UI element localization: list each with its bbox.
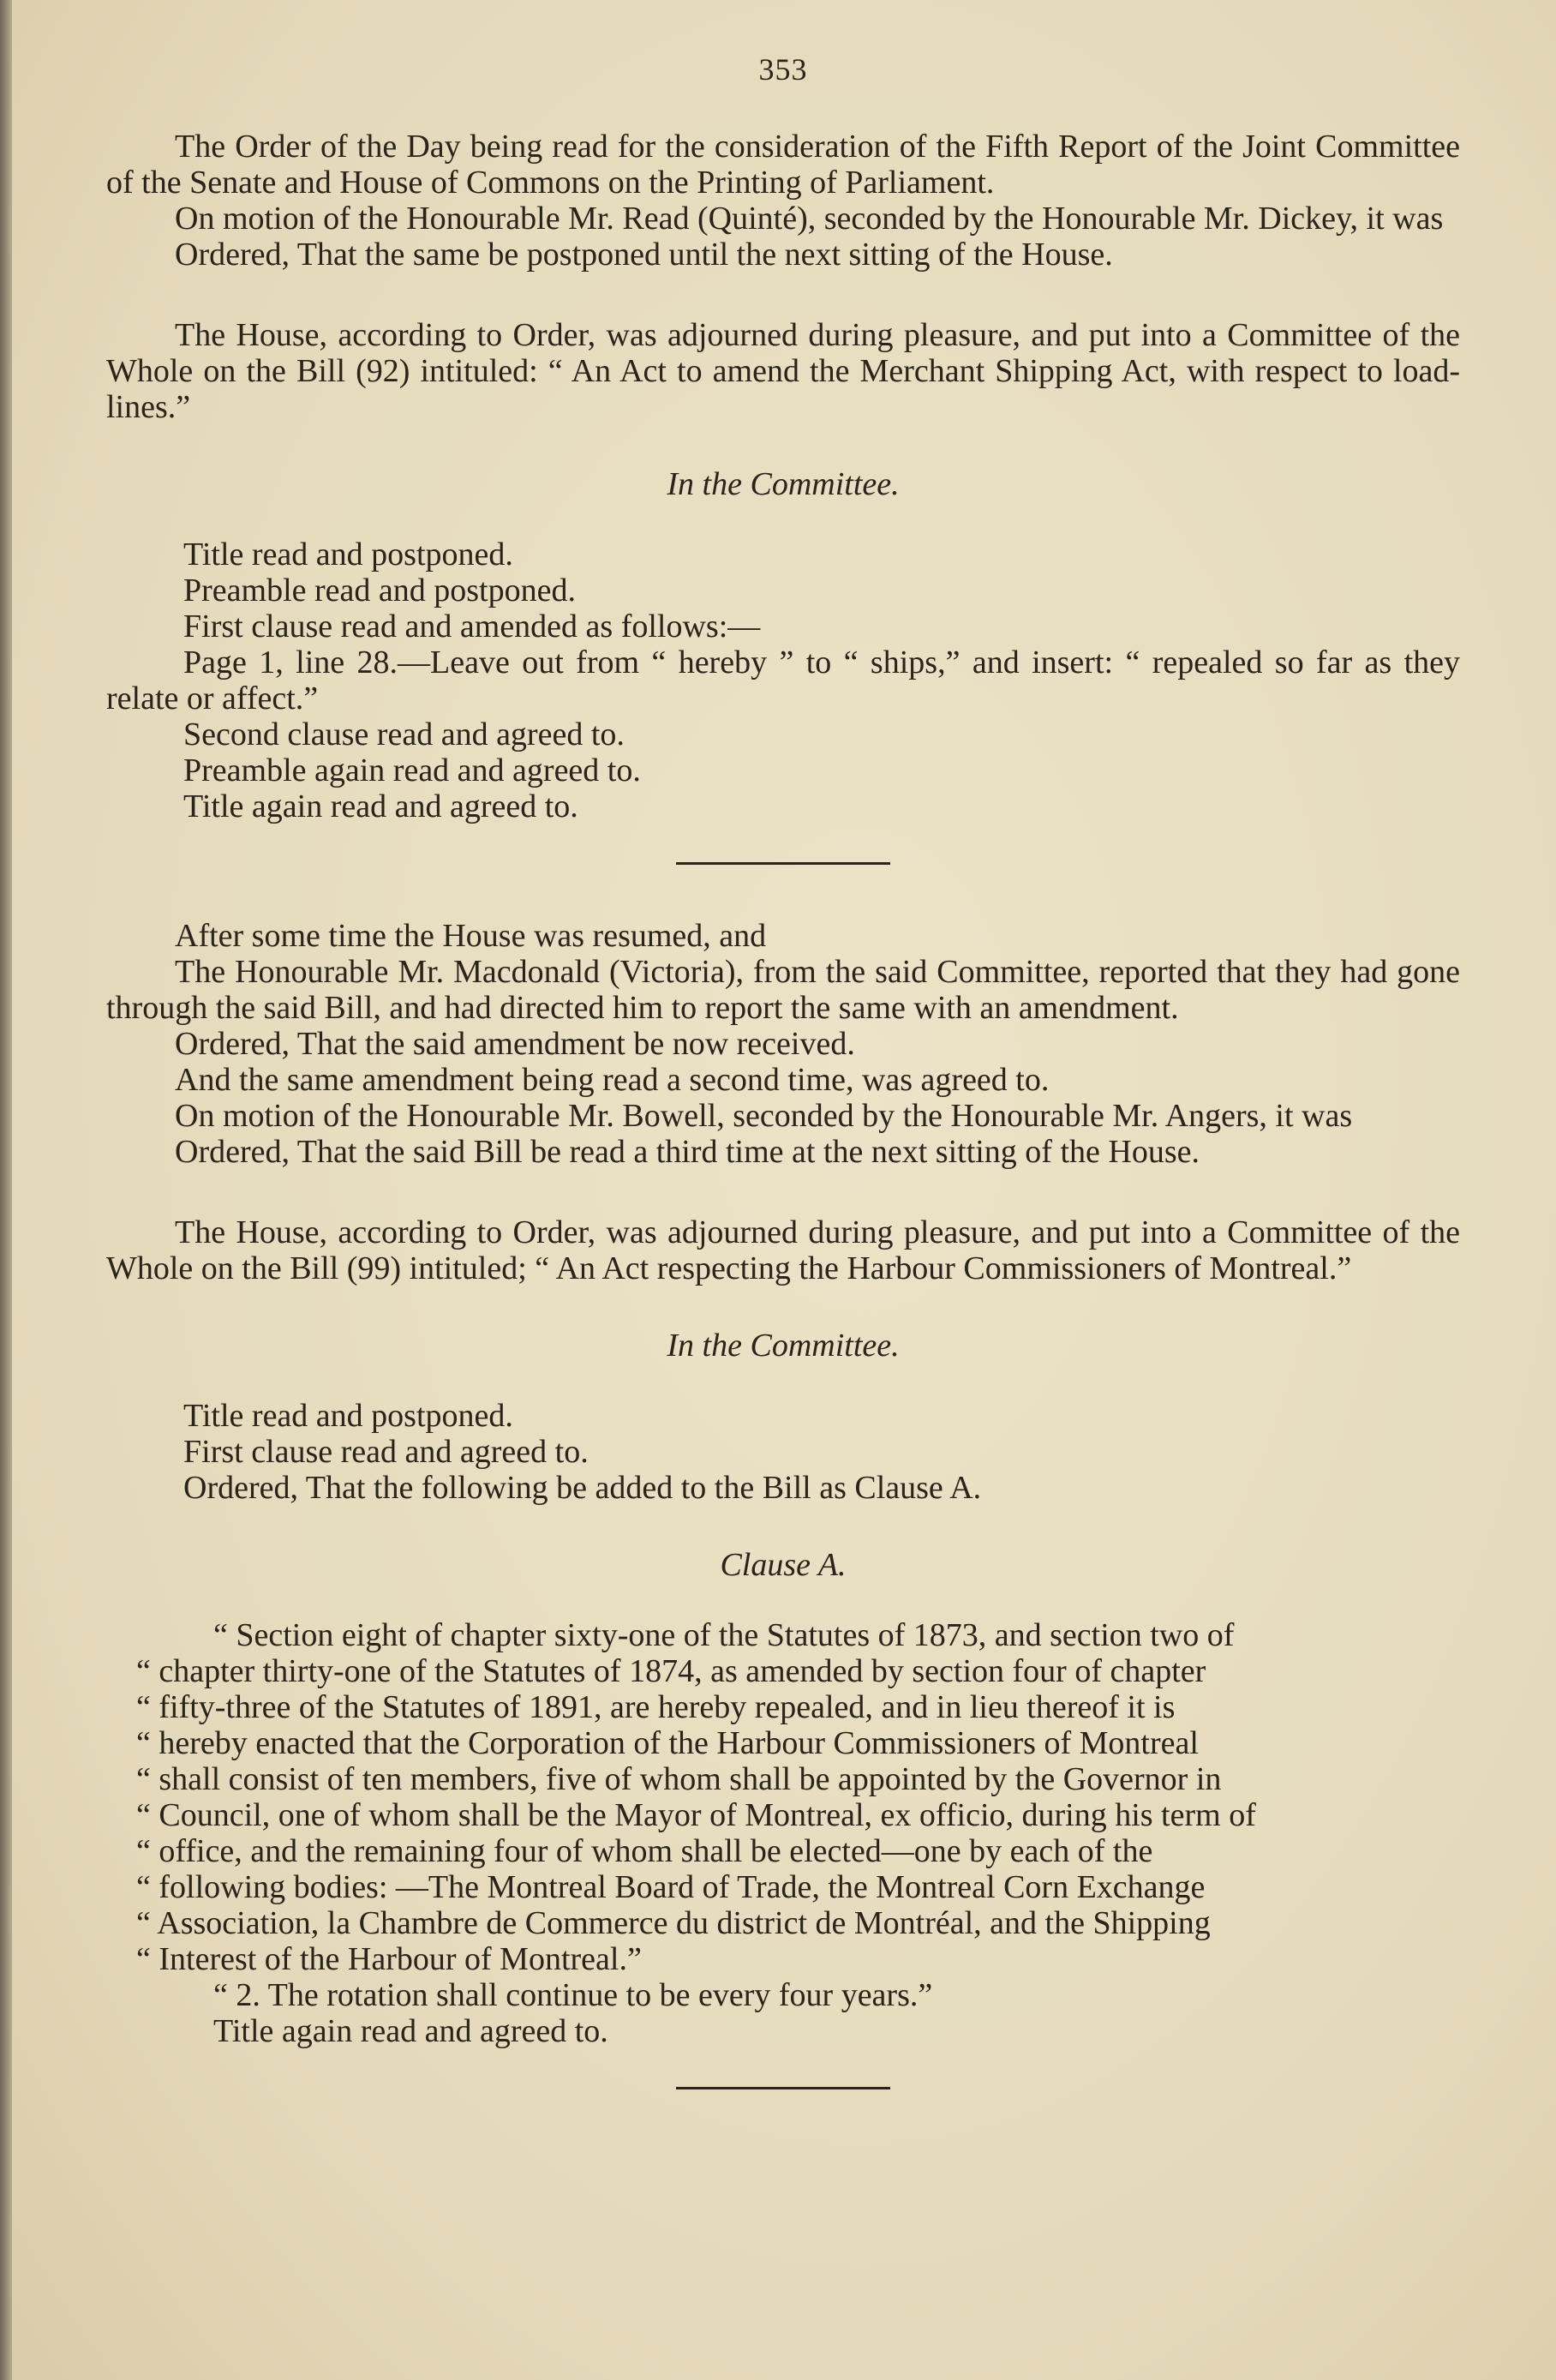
house-resumed-paragraph: After some time the House was resumed, and xyxy=(175,918,767,954)
clause-line: “ following bodies: —The Montreal Board of Trade, the Montreal Corn Exchange xyxy=(136,1869,1206,1905)
ordered-third-reading-paragraph: Ordered, That the said Bill be read a third time at the next sitting of the House. xyxy=(175,1134,1200,1170)
page-number: 353 xyxy=(758,52,808,87)
journal-page xyxy=(12,0,1556,2380)
ordered-received-paragraph: Ordered, That the said amendment be now received. xyxy=(175,1026,855,1062)
clause-a-text xyxy=(136,1617,1460,1977)
proceeding-item: Preamble read and postponed. xyxy=(183,573,576,608)
page-content xyxy=(106,51,1460,2143)
proceeding-item: Title read and postponed. xyxy=(183,537,513,573)
clause-line: “ fifty-three of the Statutes of 1891, are hereby repealed, and in lieu thereof it is xyxy=(136,1689,1176,1725)
committee-heading-1: In the Committee. xyxy=(667,466,900,502)
clause-line: “ chapter thirty-one of the Statutes of 1874, as amended by section four of chapter xyxy=(136,1653,1206,1689)
proceeding-item: Title again read and agreed to. xyxy=(183,788,578,824)
committee-heading-2: In the Committee. xyxy=(667,1328,900,1364)
proceeding-item: First clause read and amended as follows:— xyxy=(183,608,761,644)
clause-rotation-line: “ 2. The rotation shall continue to be every four years.” xyxy=(213,1977,933,2013)
committee-1-proceedings xyxy=(106,537,1460,824)
title-again-line: Title again read and agreed to. xyxy=(213,2013,608,2049)
committee-92-intro-paragraph: The House, according to Order, was adjourned during pleasure, and put into a Committee of the Whole on the Bill (92) intituled: “ An Act to amend the Merchant Shipping Act, with respect to load-lines.” xyxy=(106,317,1460,425)
proceeding-item: Preamble again read and agreed to. xyxy=(183,752,641,788)
amendment-text: Page 1, line 28.—Leave out from “ hereby ” to “ ships,” and insert: “ repealed so far as they relate or affect.” xyxy=(106,644,1460,716)
section-divider xyxy=(676,862,890,865)
clause-line: “ Section eight of chapter sixty-one of the Statutes of 1873, and section two of xyxy=(213,1617,1235,1653)
order-of-day-paragraph: The Order of the Day being read for the consideration of the Fifth Report of the Joint Committee of the Senate and House of Commons on the Printing of Parliament. xyxy=(106,129,1460,201)
clause-line: “ Interest of the Harbour of Montreal.” xyxy=(136,1941,642,1977)
book-spine-edge xyxy=(0,0,12,2380)
proceeding-item-amendment xyxy=(106,644,1460,716)
macdonald-report-paragraph: The Honourable Mr. Macdonald (Victoria), from the said Committee, reported that they had gone through the said Bill, and had directed him to report the same with an amendment. xyxy=(106,954,1460,1026)
clause-line: “ office, and the remaining four of whom shall be elected—one by each of the xyxy=(136,1833,1153,1869)
ordered-postponed-paragraph: Ordered, That the same be postponed until the next sitting of the House. xyxy=(175,237,1113,273)
clause-a-heading: Clause A. xyxy=(720,1547,847,1583)
clause-line: “ Association, la Chambre de Commerce du district de Montréal, and the Shipping xyxy=(136,1905,1211,1941)
proceeding-item: Ordered, That the following be added to the Bill as Clause A. xyxy=(183,1470,982,1506)
clause-line: “ Council, one of whom shall be the Mayor of Montreal, ex officio, during his term of xyxy=(136,1797,1256,1833)
section-divider xyxy=(676,2087,890,2089)
committee-2-proceedings xyxy=(183,1398,1460,1506)
proceeding-item: Title read and postponed. xyxy=(183,1398,513,1434)
motion-read-paragraph: On motion of the Honourable Mr. Read (Quinté), seconded by the Honourable Mr. Dickey, it was xyxy=(175,201,1444,237)
clause-line: “ hereby enacted that the Corporation of the Harbour Commissioners of Montreal xyxy=(136,1725,1199,1761)
amendment-agreed-paragraph: And the same amendment being read a second time, was agreed to. xyxy=(175,1062,1050,1098)
bowell-motion-paragraph: On motion of the Honourable Mr. Bowell, seconded by the Honourable Mr. Angers, it was xyxy=(175,1098,1353,1134)
committee-99-intro-paragraph: The House, according to Order, was adjourned during pleasure, and put into a Committee of the Whole on the Bill (99) intituled; “ An Act respecting the Harbour Commissioners of Montreal.” xyxy=(106,1214,1460,1286)
proceeding-item: First clause read and agreed to. xyxy=(183,1434,589,1470)
proceeding-item: Second clause read and agreed to. xyxy=(183,716,625,752)
clause-line: “ shall consist of ten members, five of whom shall be appointed by the Governor in xyxy=(136,1761,1222,1797)
